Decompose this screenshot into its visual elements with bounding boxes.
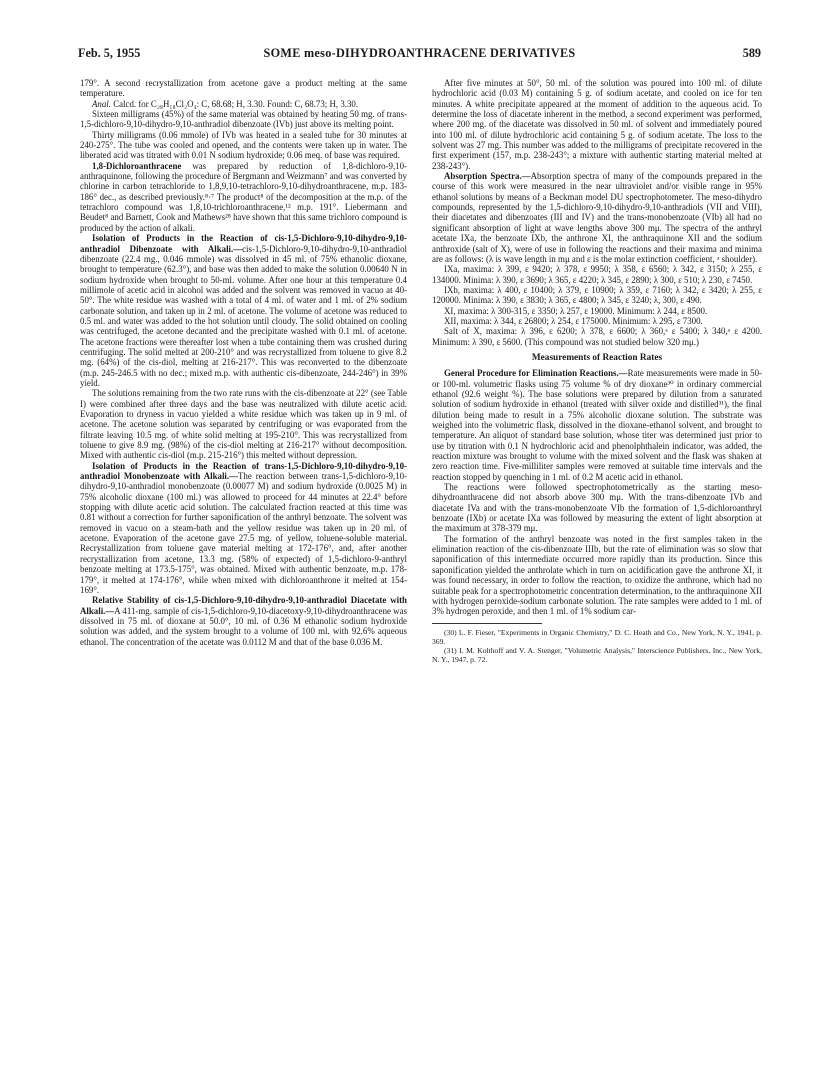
- header-page-number: 589: [742, 46, 761, 60]
- footnote-divider: [432, 623, 542, 624]
- paragraph-text: Rate measurements were made in 50- or 100-ml. volumetric flasks using 75 volume % of dry dioxane³⁰ in ordinary commercial ethanol (92.6 weight %). The base solutions were prepared by dilution from a saturated solution of sodium hydroxide in ethanol (treated with silver oxide and distilled³¹), the final dilution being made to result in a 75% alcoholic dioxane solution. The substrate was weighed into the volumetric flask, dissolved in the dioxane-ethanol solvent, and brought to temperature. An aliquot of standard base solution, whose titer was determined just prior to use by titration with 0.1 N hydrochloric acid and phenolphthalein indicator, was added, the reaction mixture was brought to volume with the mixed solvent and the flask was shaken at zero reaction time. Five-milliliter samples were removed at suitable time intervals and the reaction stopped by quenching in 1 ml. of 0.2 M acetic acid in ethanol.: [432, 368, 763, 482]
- paragraph-heading: 1,8-Dichloroanthracene: [92, 160, 182, 171]
- spectra-data: IXb, maxima: λ 400, ε 10400; λ 379, ε 10900; λ 359, ε 7160; λ 342, ε 3420; λ 255, ε 120000. Minima: λ 390, ε 3830; λ 365, ε 4800; λ 345, ε 3240; λ, 300, ε 490.: [432, 284, 762, 306]
- spectra-data: IXa, maxima: λ 399, ε 9420; λ 378, ε 9950; λ 358, ε 6560; λ 342, ε 3150; λ 255, ε 134000. Minima: λ 390, ε 3690; λ 365, ε 4220; λ 345, ε 2890; λ 300, ε 510; λ 230, ε 7450.: [432, 264, 762, 285]
- left-column: [80, 78, 407, 647]
- spectra-data: XI, maxima: λ 300-315, ε 3350; λ 257, ε 19000. Minimum: λ 244, ε 8500.: [444, 305, 708, 316]
- paragraph: [432, 171, 762, 264]
- paragraph: Sixteen milligrams (45%) of the same material was obtained by heating 50 mg. of trans-1,5-dichloro-9,10-dihydro-9,10-anthradiol dibenzoate (IVb) just above its melting point.: [80, 109, 407, 130]
- paragraph-heading: Isolation of Products in the Reaction of cis-1,5-Dichloro-9,10-dihydro-9,10-anthradiol Dibenzoate with Alkali.—: [80, 233, 407, 254]
- paragraph-heading: Relative Stability of cis-1,5-Dichloro-9,10-dihydro-9,10-anthradiol Diacetate with Alkali.—: [80, 595, 407, 616]
- header-running-title: SOME meso-DIHYDROANTHRACENE DERIVATIVES: [263, 46, 576, 60]
- paragraph: 179°. A second recrystallization from acetone gave a product melting at the same temperature.: [80, 78, 407, 99]
- paragraph: [80, 595, 407, 647]
- analysis-text: Calcd. for C₂₈H₁₈Cl₂O₄: C, 68.68; H, 3.30. Found: C, 68.73; H, 3.30.: [113, 98, 359, 109]
- paragraph-text: Absorption spectra of many of the compounds prepared in the course of this work were measured in the near ultraviolet and/or visible range in 95% ethanol solutions by means of a Beckman model DU spectrophotometer. The meso-dihydro compounds, represented by the 1,5-dichloro-9,10-dihydro-9,10-anthradiols (VII and VIII), their diacetates and dibenzoates (III and IV) and the trans-monobenzoate (VIb) all had no significant absorption of light at wave lengths above 300 mμ. The spectra of the anthryl acetate IXa, the benzoate IXb, the anthrone XI, the anthraquinone XII and the sodium anthroxide (salt of X), were of use in following the reactions and their maxima and minima are as follows: (λ is wave length in mμ and ε is the molar extinction coefficient, ᵃ shoulder).: [432, 171, 762, 264]
- paragraph: After five minutes at 50°, 50 ml. of the solution was poured into 100 ml. of dilute hydrochloric acid (0.03 M) containing 5 g. of sodium acetate, and cooled on ice for ten minutes. A white precipitate appeared at the moment of addition to the aqueous acid. To determine the loss of diacetate inherent in the method, a second experiment was performed, where 200 mg. of the diacetate was dissolved in 50 ml. of solvent and immediately poured into 100 ml. of dilute hydrochloric acid containing 5 g. of sodium acetate. The loss to the solvent was 27 mg. This number was added to the milligrams of precipitate recovered in the first experiment (157, m.p. 238-243°; a mixture with authentic starting material melted at 238-243°).: [432, 78, 762, 171]
- section-title: Measurements of Reaction Rates: [531, 352, 663, 363]
- paragraph-text: A 411-mg. sample of cis-1,5-dichloro-9,10-diacetoxy-9,10-dihydroanthracene was dissolved in 75 ml. of dioxane at 50.0°, 10 ml. of 0.36 M ethanolic sodium hydroxide solution was added, and the system brought to a volume of 100 ml. with 92.6% aqueous ethanol. The concentration of the acetate was 0.0112 M and that of the base 0.036 M.: [80, 605, 407, 647]
- footnote: (30) L. F. Fieser, "Experiments in Organic Chemistry," D. C. Heath and Co., New York, N. Y., 1941, p. 369.: [432, 627, 762, 646]
- footnote: (31) I. M. Kolthoff and V. A. Stenger, "Volumetric Analysis," Interscience Publishers, Inc., New York, N. Y., 1947, p. 72.: [432, 645, 762, 665]
- paragraph: Thirty milligrams (0.06 mmole) of IVb was heated in a sealed tube for 30 minutes at 240-275°. The tube was cooled and opened, and the contents were taken up in water. The liberated acid was titrated with 0.01 N sodium hydroxide; 0.06 meq. of base was required.: [80, 129, 407, 161]
- paragraph-text: cis-1,5-Dichloro-9,10-dihydro-9,10-anthradiol dibenzoate (22.4 mg., 0.046 mmole) was dissolved in 45 ml. of 75% ethanolic dioxane, brought to temperature (62.3°), and base was then added to make the solution 0.00640 N in sodium hydroxide when brought to 50-ml. volume. After one hour at this temperature 0.4 millimole of acetic acid in alcohol was added and the solvent was removed in vacuo at 40-50°. The white residue was washed with a total of 4 ml. of water and 1 ml. of 2% sodium carbonate solution, and taken up in 2 ml. of acetone. The volume of acetone was reduced to 0.5 ml. and water was added to the hot solution until cloudy. The solid obtained on cooling was centrifuged, the acetone decanted and the precipitate washed with 0.1 ml. of acetone. The acetone fractions were thereafter lost when a tube containing them was crushed during centrifuging. The solid melted at 200-210° and was recrystallized from toluene to give 8.2 mg. (64%) of the cis-diol, melting at 216-217°. This was reconverted to the dibenzoate (m.p. 245-246.5 with no dec.; mixed m.p. with authentic cis-dibenzoate, 244-246°) in 39% yield.: [80, 243, 407, 388]
- paragraph: The solutions remaining from the two rate runs with the cis-dibenzoate at 22° (see Table I) were combined after three days and the base was neutralized with dilute acetic acid. Evaporation to dryness in vacuo yielded a white residue which was taken up in 9 ml. of acetone. The acetone solution was separated by centrifuging or was evaporated from the filtrate leaving 10.5 mg. of white solid melting at 195-210°. This was recrystallized from toluene to give 8.9 mg. (98%) of the cis-diol melting at 216-217° without decomposition. Mixed with authentic cis-diol (m.p. 215-216°) this melted without depression.: [80, 388, 407, 461]
- paragraph: [80, 161, 407, 233]
- paragraph-heading: Absorption Spectra.—: [444, 171, 531, 182]
- paragraph-heading: General Procedure for Elimination Reactions.—: [444, 368, 628, 379]
- paragraph-text: was prepared by reduction of 1,8-dichloro-9,10-anthraquinone, following the procedure of Bergmann and Weizmann⁷ and was converted by chlorine in carbon tetrachloride to 1,8,9,10-tetrachloro-9,10-dihydroanthracene, m.p. 183-186° dec., as described previously.⁸·⁷ The product⁸ of the decomposition at the m.p. of the tetrachloro compound was 1,8,10-trichloroanthracene,¹² m.p. 191°. Liebermann and Beudet⁸ and Barnett, Cook and Mathews²⁸ have shown that this same trichloro compound is produced by the action of alkali.: [80, 160, 407, 233]
- page-header: [78, 46, 761, 64]
- paragraph-heading: Isolation of Products in the Reaction of trans-1,5-Dichloro-9,10-dihydro-9,10-anthradiol Monobenzoate with Alkali.—: [80, 460, 407, 482]
- paragraph: [80, 461, 407, 595]
- paragraph: [80, 233, 407, 388]
- paragraph: The reactions were followed spectrophotometrically as the starting meso-dihydroanthracene did not absorb above 300 mμ. With the trans-dibenzoate IVb and diacetate IVa and with the trans-monobenzoate VIb the formation of 1,5-dichloroanthryl benzoate (IXb) or acetate IXa was followed by measuring the extent of light absorption at the maximum at 378-379 mμ.: [432, 482, 762, 534]
- paragraph-text: The reaction between trans-1,5-dichloro-9,10-dihydro-9,10-anthradiol monobenzoate (0.00077 M) and sodium hydroxide (0.0025 M) in 75% alcoholic dioxane (100 ml.) was allowed to proceed for 44 minutes at 22.4° before stopping with dilute acetic acid solution. The calculated fraction reacted at this time was 0.81 without a correction for further saponification of the anthryl benzoate. The solvent was removed in vacuo on a steam-bath and the yellow residue was taken up in 20 ml. of acetone. Evaporation of the acetone gave 27.5 mg. of yellow, toluene-soluble material. Recrystallization from toluene gave material melting at 172-176°, and, after another recrystallization from acetone, 13.3 mg. (58% of expected) of 1,5-dichloro-9-anthryl benzoate melting at 173.5-175°, was obtained. Mixed with authentic benzoate, m.p. 178-179°, it melted at 174-176°, while when mixed with dichloroanthrone it melted at 154-169°.: [80, 471, 407, 595]
- spectra-data: XII, maxima: λ 344, ε 26800; λ 254, ε 175000. Minimum: λ 295, ε 7300.: [444, 315, 703, 326]
- header-date: Feb. 5, 1955: [78, 46, 141, 60]
- anal-label: Anal.: [92, 98, 111, 109]
- paragraph: The formation of the anthryl benzoate was noted in the first samples taken in the elimination reaction of the cis-dibenzoate IIIb, but the rate of elimination was so slow that saponification of this intermediate occurred more rapidly than its production. Since this saponification yielded the anthrolate which in turn on acidification gave the anthrone XI, it was found necessary, in order to follow the reaction, to oxidize the anthrone, which had no suitable peak for a spectrophotometric concentration determination, to the anthraquinone XII with hydrogen peroxide-sodium carbonate solution. The rate samples were added to 1 ml. of 3% hydrogen peroxide, and then 1 ml. of 1% sodium car-: [432, 533, 762, 617]
- spectra-data: Salt of X, maxima: λ 396, ε 6200; λ 378, ε 6600; λ 360,ᵃ ε 5400; λ 340,ᵃ ε 4200. Minimum: λ 390, ε 5600. (This compound was not studied below 320 mμ.): [432, 326, 762, 347]
- right-column: [432, 78, 762, 664]
- analysis-paragraph: [80, 99, 407, 109]
- paragraph: [432, 368, 762, 482]
